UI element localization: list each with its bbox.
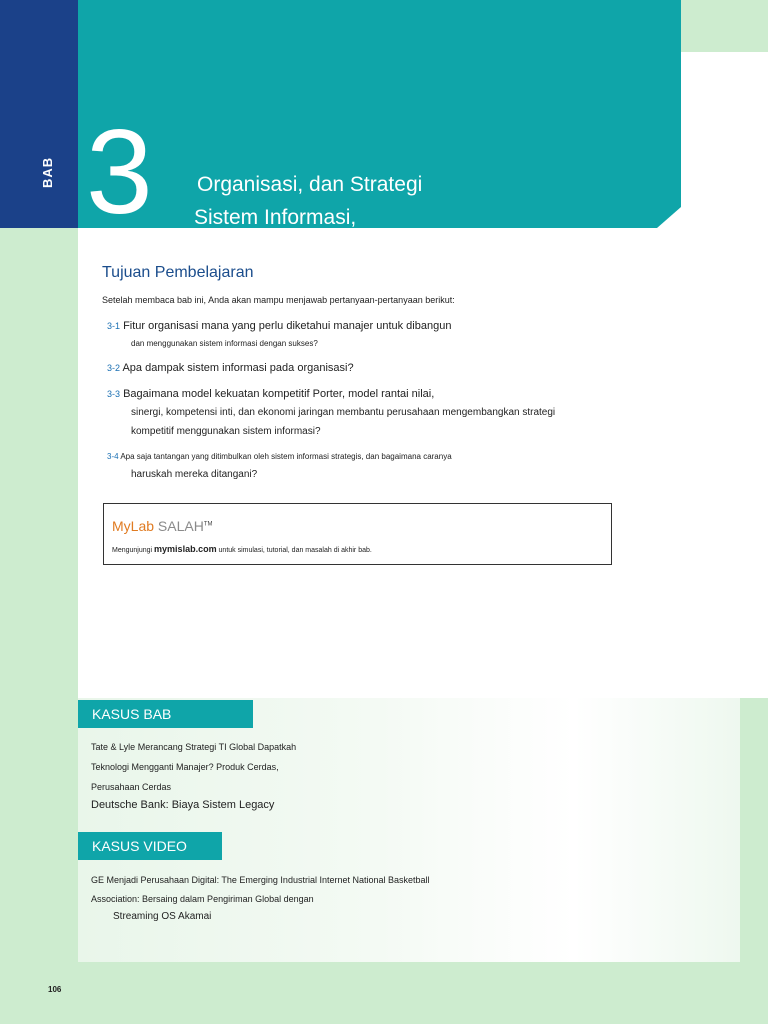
- page-number: 106: [48, 985, 62, 994]
- kasus-video-line-1: GE Menjadi Perusahaan Digital: The Emerging Industrial Internet National Basketball: [91, 875, 430, 885]
- mylab-description: [112, 544, 372, 554]
- objective-3-4-continued: haruskah mereka ditangani?: [131, 469, 258, 480]
- objective-number: 3-3: [107, 389, 121, 399]
- kasus-bab-line-4: Deutsche Bank: Biaya Sistem Legacy: [91, 799, 275, 811]
- kasus-bab-heading: KASUS BAB: [78, 700, 253, 728]
- objective-number: 3-4: [107, 452, 119, 461]
- objectives-intro: Setelah membaca bab ini, Anda akan mampu menjawab pertanyaan-pertanyaan berikut:: [102, 295, 455, 305]
- objective-number: 3-2: [107, 363, 121, 373]
- kasus-video-heading: KASUS VIDEO: [78, 832, 222, 860]
- mylab-desc-suffix: untuk simulasi, tutorial, dan masalah di akhir bab.: [218, 547, 372, 554]
- bottom-green-strip: [0, 962, 768, 1024]
- objective-3-1-continued: dan menggunakan sistem informasi dengan sukses?: [131, 339, 318, 348]
- objective-text: Bagaimana model kekuatan kompetitif Porter, model rantai nilai,: [123, 388, 435, 400]
- trademark-mark: TM: [203, 521, 213, 528]
- bab-label: BAB: [40, 156, 55, 188]
- kasus-video-line-2: Association: Bersaing dalam Pengiriman Global dengan: [91, 894, 314, 904]
- objective-3-3: [107, 388, 434, 400]
- mylab-salah: SALAH: [157, 518, 204, 534]
- chapter-number: 3: [86, 105, 153, 239]
- mylab-link[interactable]: mymislab.com: [154, 544, 217, 554]
- right-green-strip: [740, 698, 768, 962]
- objective-text: Fitur organisasi mana yang perlu diketahui manajer untuk dibangun: [123, 320, 452, 332]
- chapter-side-band: [0, 0, 78, 228]
- mylab-brand: MyLab: [112, 518, 155, 534]
- mylab-desc-prefix: Mengunjungi: [112, 547, 153, 554]
- objective-text: Apa dampak sistem informasi pada organisasi?: [122, 362, 354, 374]
- kasus-bab-line-1: Tate & Lyle Merancang Strategi TI Global Dapatkah: [91, 742, 297, 752]
- objective-3-4: [107, 452, 452, 461]
- objective-3-3-continued-2: kompetitif menggunakan sistem informasi?: [131, 426, 321, 437]
- chapter-title-line-2: Sistem Informasi,: [194, 206, 357, 229]
- mylab-callout-box: [103, 503, 612, 565]
- case-panel-background: [78, 698, 740, 962]
- mylab-title: [112, 518, 213, 534]
- top-right-green-block: [680, 0, 768, 52]
- objectives-heading: Tujuan Pembelajaran: [102, 264, 254, 281]
- objective-3-2: [107, 362, 354, 374]
- kasus-bab-line-2: Teknologi Mengganti Manajer? Produk Cerdas,: [91, 762, 279, 772]
- kasus-video-line-3: Streaming OS Akamai: [113, 911, 212, 922]
- left-green-strip: [0, 228, 78, 1024]
- chapter-title-line-1: Organisasi, dan Strategi: [197, 173, 423, 196]
- kasus-bab-line-3: Perusahaan Cerdas: [91, 782, 172, 792]
- objective-number: 3-1: [107, 321, 121, 331]
- objective-text: Apa saja tantangan yang ditimbulkan oleh sistem informasi strategis, dan bagaimana caranya: [120, 452, 452, 461]
- objective-3-1: [107, 320, 451, 332]
- objective-3-3-continued-1: sinergi, kompetensi inti, dan ekonomi jaringan membantu perusahaan mengembangkan strategi: [131, 407, 556, 418]
